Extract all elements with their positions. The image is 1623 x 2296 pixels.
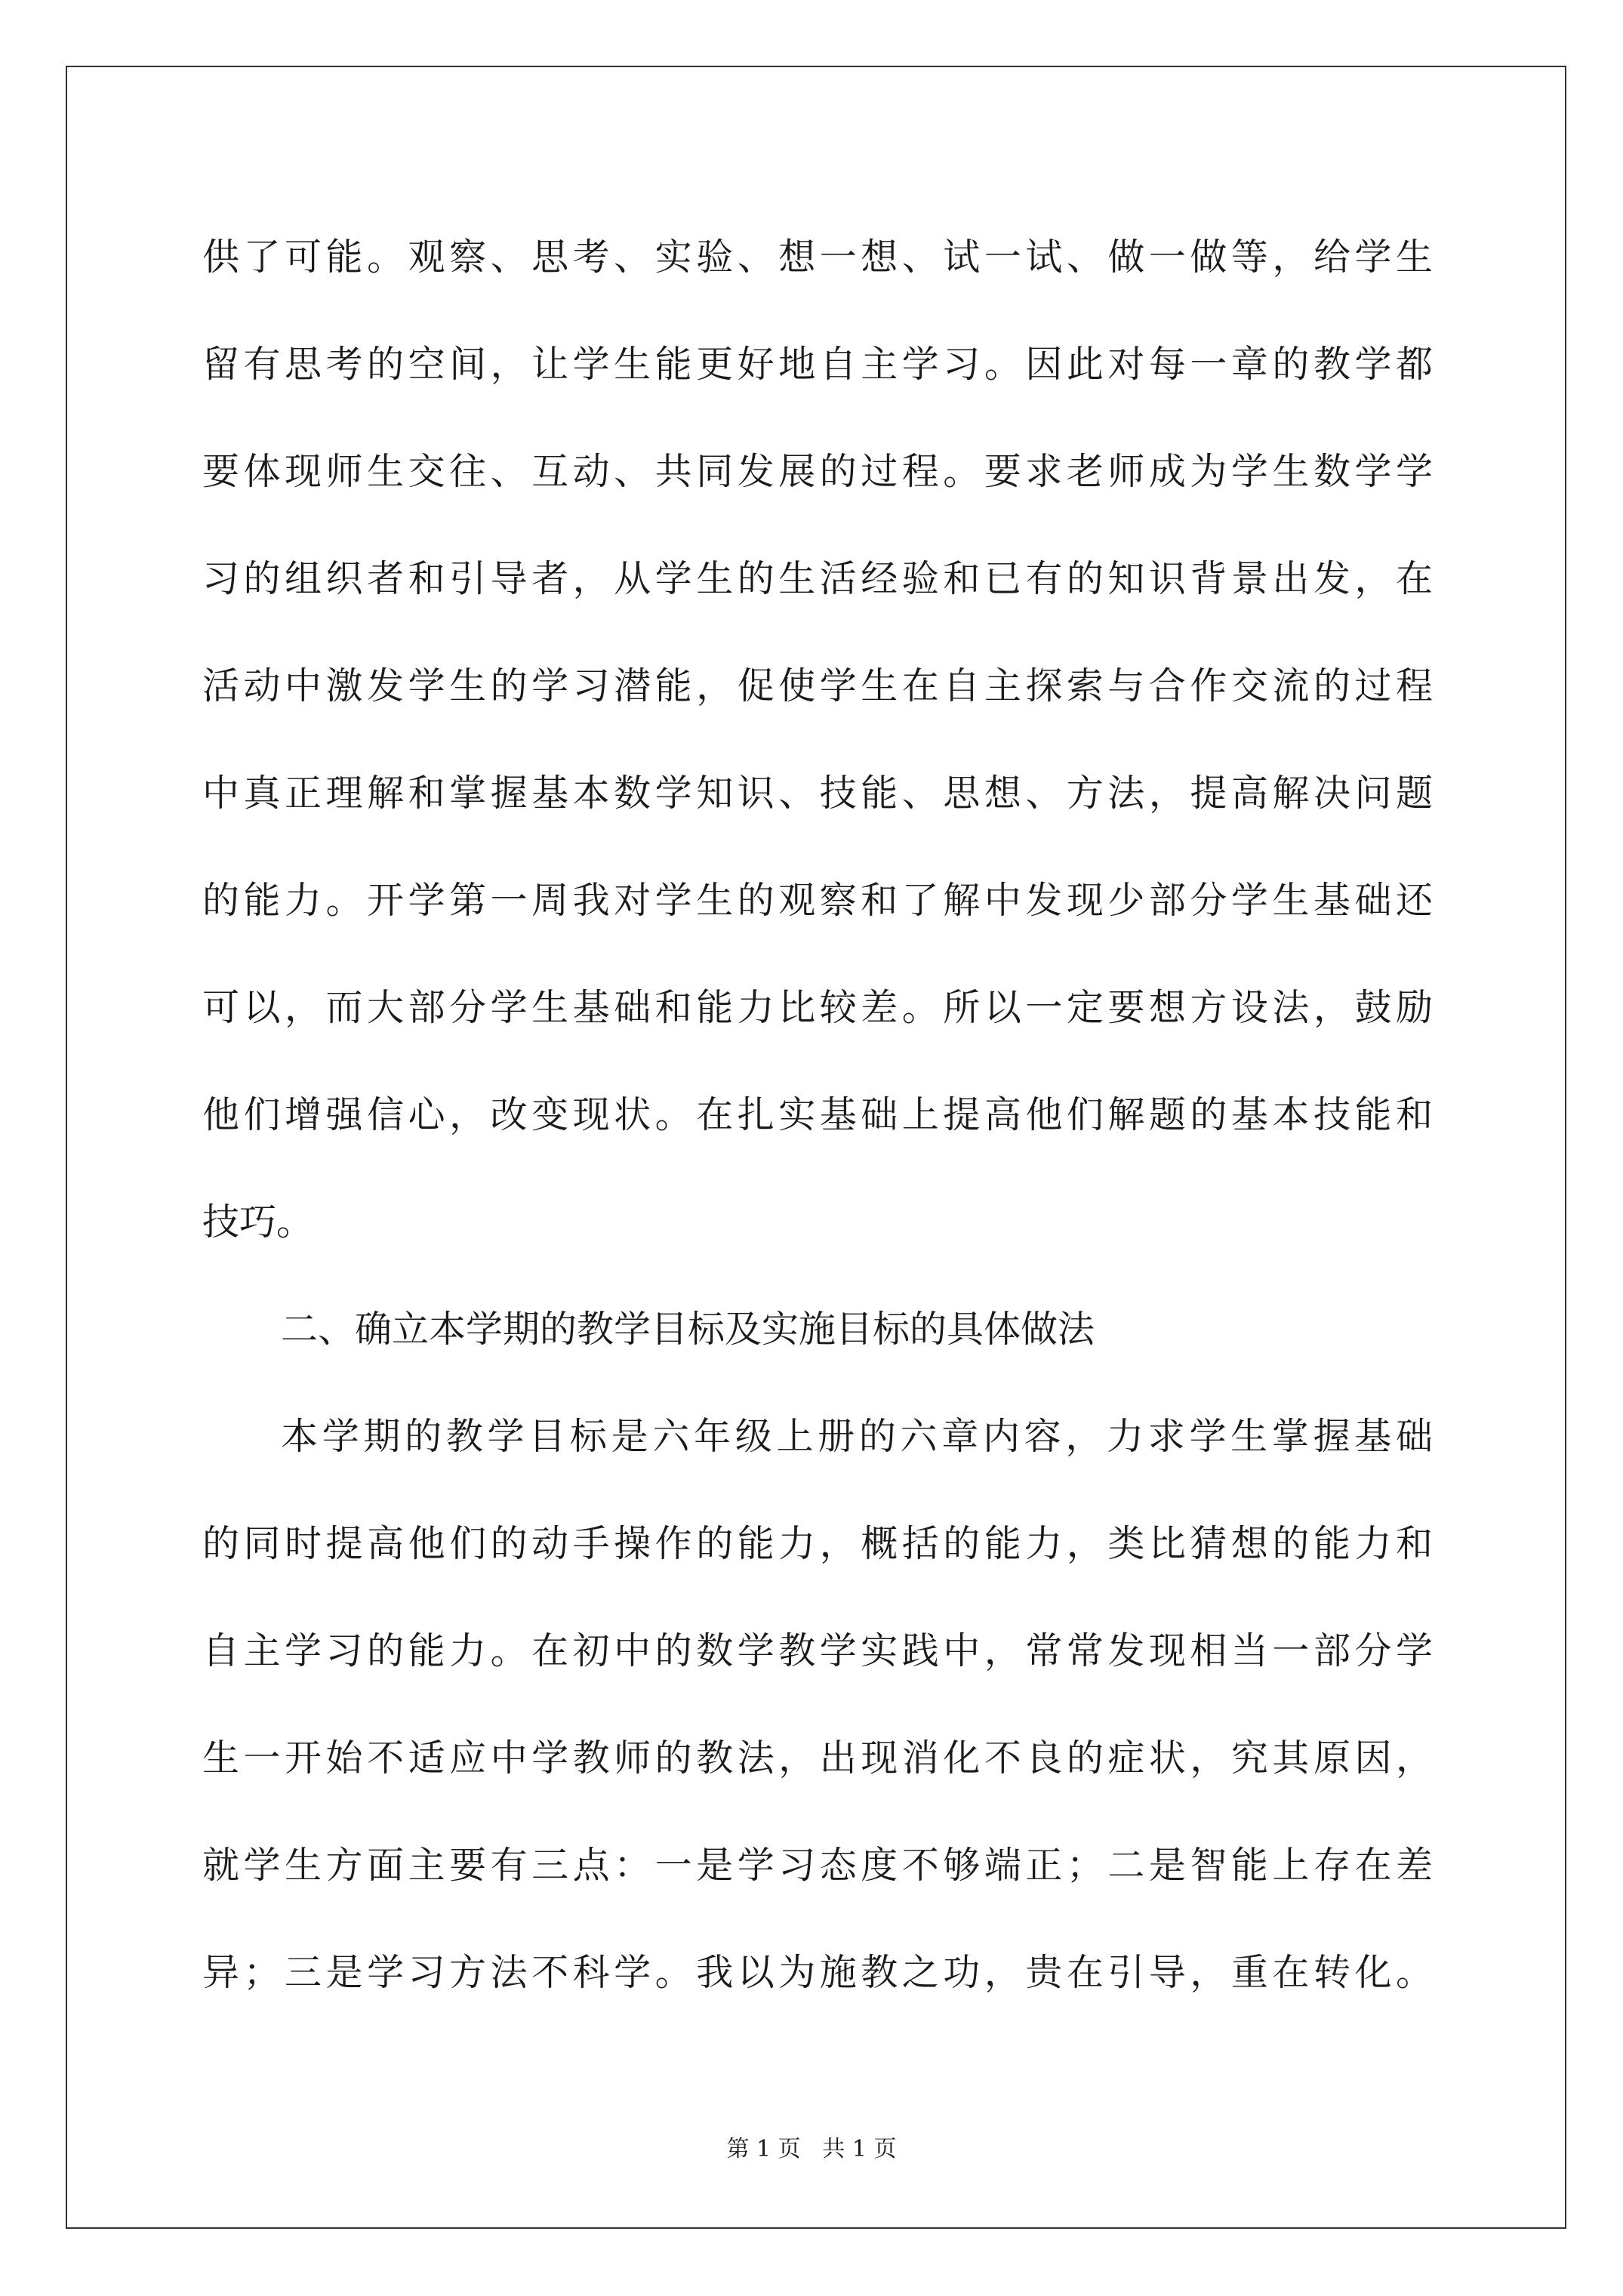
text-line: 的能力。开学第一周我对学生的观察和了解中发现少部分学生基础还	[202, 879, 1433, 922]
section-heading: 二、确立本学期的教学目标及实施目标的具体做法	[281, 1308, 1095, 1351]
text-line: 的同时提高他们的动手操作的能力，概括的能力，类比猜想的能力和	[202, 1522, 1433, 1565]
text-line: 异；三是学习方法不科学。我以为施教之功，贵在引导，重在转化。	[202, 1951, 1433, 1994]
page-number: 第 1 页	[726, 2136, 801, 2162]
text-line: 活动中激发学生的学习潜能，促使学生在自主探索与合作交流的过程	[202, 664, 1433, 707]
page-footer	[0, 2134, 1623, 2165]
text-line: 生一开始不适应中学教师的教法，出现消化不良的症状，究其原因，	[202, 1737, 1433, 1780]
text-line: 就学生方面主要有三点：一是学习态度不够端正；二是智能上存在差	[202, 1844, 1433, 1887]
text-line: 自主学习的能力。在初中的数学教学实践中，常常发现相当一部分学	[202, 1629, 1433, 1672]
text-line: 他们增强信心，改变现状。在扎实基础上提高他们解题的基本技能和	[202, 1093, 1433, 1136]
document-body	[202, 204, 1433, 2026]
text-line: 可以，而大部分学生基础和能力比较差。所以一定要想方设法，鼓励	[202, 986, 1433, 1029]
text-line: 中真正理解和掌握基本数学知识、技能、思想、方法，提高解决问题	[202, 772, 1433, 815]
text-line: 习的组织者和引导者，从学生的生活经验和已有的知识背景出发，在	[202, 557, 1433, 600]
text-line: 技巧。	[202, 1200, 314, 1244]
text-line: 本学期的教学目标是六年级上册的六章内容，力求学生掌握基础	[281, 1415, 1433, 1458]
text-line: 供了可能。观察、思考、实验、想一想、试一试、做一做等，给学生	[202, 236, 1433, 279]
page-total: 共 1 页	[822, 2136, 897, 2162]
text-line: 要体现师生交往、互动、共同发展的过程。要求老师成为学生数学学	[202, 450, 1433, 493]
text-line: 留有思考的空间，让学生能更好地自主学习。因此对每一章的教学都	[202, 343, 1433, 386]
